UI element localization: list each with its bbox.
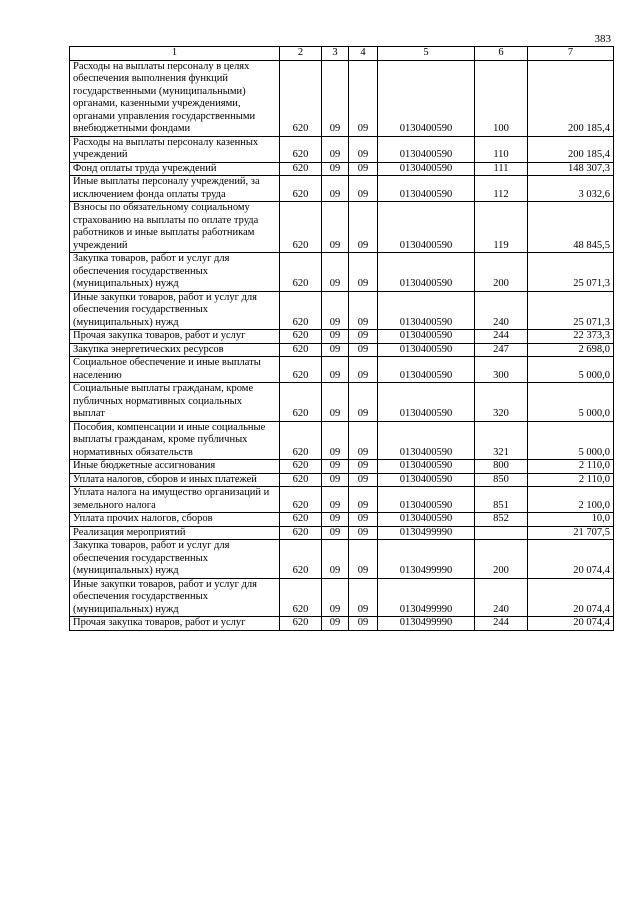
cell-subsection: 09	[349, 473, 378, 487]
table-row	[70, 617, 614, 631]
cell-sum: 48 845,5	[528, 202, 614, 253]
cell-name: Социальное обеспечение и иные выплаты населению	[70, 357, 280, 383]
cell-sum: 2 698,0	[528, 343, 614, 357]
table-body	[70, 60, 614, 630]
cell-name: Прочая закупка товаров, работ и услуг	[70, 617, 280, 631]
cell-name: Иные выплаты персоналу учреждений, за исключением фонда оплаты труда	[70, 176, 280, 202]
cell-section: 09	[322, 460, 349, 474]
cell-subsection: 09	[349, 343, 378, 357]
cell-grbs: 620	[280, 578, 322, 617]
cell-target-article: 0130400590	[378, 202, 475, 253]
cell-expense-type: 852	[475, 513, 528, 527]
cell-sum: 5 000,0	[528, 383, 614, 422]
cell-sum: 21 707,5	[528, 526, 614, 540]
cell-section: 09	[322, 136, 349, 162]
cell-target-article: 0130499990	[378, 526, 475, 540]
cell-target-article: 0130499990	[378, 540, 475, 579]
cell-grbs: 620	[280, 513, 322, 527]
cell-expense-type: 240	[475, 578, 528, 617]
cell-sum: 25 071,3	[528, 253, 614, 292]
cell-grbs: 620	[280, 540, 322, 579]
cell-target-article: 0130400590	[378, 357, 475, 383]
table-row	[70, 578, 614, 617]
cell-sum: 25 071,3	[528, 291, 614, 330]
cell-subsection: 09	[349, 162, 378, 176]
cell-grbs: 620	[280, 526, 322, 540]
cell-section: 09	[322, 176, 349, 202]
cell-name: Прочая закупка товаров, работ и услуг	[70, 330, 280, 344]
cell-target-article: 0130499990	[378, 617, 475, 631]
table-row	[70, 540, 614, 579]
cell-sum: 10,0	[528, 513, 614, 527]
cell-sum: 3 032,6	[528, 176, 614, 202]
cell-sum: 20 074,4	[528, 578, 614, 617]
table-row	[70, 253, 614, 292]
cell-section: 09	[322, 473, 349, 487]
cell-target-article: 0130400590	[378, 60, 475, 136]
cell-expense-type: 850	[475, 473, 528, 487]
cell-subsection: 09	[349, 578, 378, 617]
cell-name: Фонд оплаты труда учреждений	[70, 162, 280, 176]
table-row	[70, 357, 614, 383]
cell-sum: 2 100,0	[528, 487, 614, 513]
cell-target-article: 0130400590	[378, 383, 475, 422]
cell-subsection: 09	[349, 357, 378, 383]
cell-sum: 148 307,3	[528, 162, 614, 176]
table-row	[70, 291, 614, 330]
cell-name: Взносы по обязательному социальному страхованию на выплаты по оплате труда работников и иные выплаты работникам учреждений	[70, 202, 280, 253]
cell-target-article: 0130400590	[378, 330, 475, 344]
budget-table	[69, 46, 614, 631]
cell-section: 09	[322, 578, 349, 617]
cell-expense-type: 200	[475, 253, 528, 292]
table-row	[70, 460, 614, 474]
cell-sum: 20 074,4	[528, 540, 614, 579]
page-number: 383	[594, 33, 611, 45]
cell-grbs: 620	[280, 383, 322, 422]
cell-name: Уплата налога на имущество организаций и земельного налога	[70, 487, 280, 513]
cell-expense-type: 244	[475, 617, 528, 631]
cell-grbs: 620	[280, 202, 322, 253]
cell-subsection: 09	[349, 421, 378, 460]
cell-expense-type: 100	[475, 60, 528, 136]
table-row	[70, 526, 614, 540]
col-header-target-article: 5	[378, 47, 475, 61]
table-row	[70, 202, 614, 253]
cell-name: Закупка товаров, работ и услуг для обеспечения государственных (муниципальных) нужд	[70, 540, 280, 579]
cell-section: 09	[322, 343, 349, 357]
cell-subsection: 09	[349, 487, 378, 513]
cell-section: 09	[322, 617, 349, 631]
table-row	[70, 487, 614, 513]
cell-section: 09	[322, 526, 349, 540]
cell-section: 09	[322, 421, 349, 460]
col-header-section: 3	[322, 47, 349, 61]
cell-name: Закупка энергетических ресурсов	[70, 343, 280, 357]
cell-name: Реализация мероприятий	[70, 526, 280, 540]
cell-sum: 22 373,3	[528, 330, 614, 344]
cell-expense-type	[475, 526, 528, 540]
cell-name: Расходы на выплаты персоналу в целях обеспечения выполнения функций государственными (муниципальными) органами, казенными учреждениями, органами управления государственными внебюджетными фондами	[70, 60, 280, 136]
cell-name: Закупка товаров, работ и услуг для обеспечения государственных (муниципальных) нужд	[70, 253, 280, 292]
cell-expense-type: 240	[475, 291, 528, 330]
col-header-subsection: 4	[349, 47, 378, 61]
cell-section: 09	[322, 487, 349, 513]
cell-target-article: 0130400590	[378, 176, 475, 202]
cell-expense-type: 800	[475, 460, 528, 474]
cell-section: 09	[322, 162, 349, 176]
cell-grbs: 620	[280, 60, 322, 136]
cell-name: Социальные выплаты гражданам, кроме публичных нормативных социальных выплат	[70, 383, 280, 422]
col-header-sum: 7	[528, 47, 614, 61]
table-row	[70, 421, 614, 460]
cell-expense-type: 247	[475, 343, 528, 357]
cell-grbs: 620	[280, 253, 322, 292]
cell-grbs: 620	[280, 330, 322, 344]
cell-target-article: 0130400590	[378, 253, 475, 292]
cell-grbs: 620	[280, 460, 322, 474]
cell-subsection: 09	[349, 202, 378, 253]
cell-grbs: 620	[280, 291, 322, 330]
cell-name: Расходы на выплаты персоналу казенных учреждений	[70, 136, 280, 162]
cell-grbs: 620	[280, 421, 322, 460]
cell-subsection: 09	[349, 460, 378, 474]
cell-name: Иные закупки товаров, работ и услуг для обеспечения государственных (муниципальных) нужд	[70, 291, 280, 330]
cell-grbs: 620	[280, 343, 322, 357]
cell-sum: 200 185,4	[528, 136, 614, 162]
table-row	[70, 383, 614, 422]
table-row	[70, 162, 614, 176]
table-row	[70, 330, 614, 344]
cell-sum: 200 185,4	[528, 60, 614, 136]
cell-subsection: 09	[349, 60, 378, 136]
cell-subsection: 09	[349, 253, 378, 292]
header-row	[70, 47, 614, 61]
cell-expense-type: 200	[475, 540, 528, 579]
cell-subsection: 09	[349, 540, 378, 579]
table-row	[70, 136, 614, 162]
cell-target-article: 0130400590	[378, 513, 475, 527]
cell-target-article: 0130400590	[378, 136, 475, 162]
cell-subsection: 09	[349, 136, 378, 162]
cell-subsection: 09	[349, 330, 378, 344]
cell-section: 09	[322, 202, 349, 253]
col-header-grbs: 2	[280, 47, 322, 61]
cell-expense-type: 320	[475, 383, 528, 422]
cell-section: 09	[322, 253, 349, 292]
cell-target-article: 0130400590	[378, 162, 475, 176]
table-row	[70, 513, 614, 527]
table-row	[70, 60, 614, 136]
cell-section: 09	[322, 383, 349, 422]
cell-grbs: 620	[280, 162, 322, 176]
table-row	[70, 473, 614, 487]
cell-target-article: 0130400590	[378, 343, 475, 357]
cell-section: 09	[322, 513, 349, 527]
cell-target-article: 0130400590	[378, 473, 475, 487]
cell-grbs: 620	[280, 473, 322, 487]
cell-sum: 5 000,0	[528, 357, 614, 383]
cell-section: 09	[322, 60, 349, 136]
cell-target-article: 0130400590	[378, 421, 475, 460]
cell-grbs: 620	[280, 136, 322, 162]
cell-section: 09	[322, 357, 349, 383]
cell-expense-type: 119	[475, 202, 528, 253]
cell-name: Уплата прочих налогов, сборов	[70, 513, 280, 527]
cell-expense-type: 112	[475, 176, 528, 202]
cell-target-article: 0130400590	[378, 487, 475, 513]
cell-subsection: 09	[349, 176, 378, 202]
cell-target-article: 0130400590	[378, 460, 475, 474]
cell-grbs: 620	[280, 357, 322, 383]
cell-grbs: 620	[280, 176, 322, 202]
cell-expense-type: 321	[475, 421, 528, 460]
cell-name: Иные бюджетные ассигнования	[70, 460, 280, 474]
cell-subsection: 09	[349, 513, 378, 527]
col-header-expense-type: 6	[475, 47, 528, 61]
col-header-name: 1	[70, 47, 280, 61]
cell-sum: 5 000,0	[528, 421, 614, 460]
cell-expense-type: 111	[475, 162, 528, 176]
cell-name: Иные закупки товаров, работ и услуг для обеспечения государственных (муниципальных) нужд	[70, 578, 280, 617]
cell-sum: 2 110,0	[528, 473, 614, 487]
cell-sum: 2 110,0	[528, 460, 614, 474]
cell-subsection: 09	[349, 291, 378, 330]
cell-expense-type: 244	[475, 330, 528, 344]
cell-expense-type: 851	[475, 487, 528, 513]
cell-expense-type: 300	[475, 357, 528, 383]
cell-grbs: 620	[280, 487, 322, 513]
cell-sum: 20 074,4	[528, 617, 614, 631]
cell-target-article: 0130400590	[378, 291, 475, 330]
cell-grbs: 620	[280, 617, 322, 631]
cell-subsection: 09	[349, 617, 378, 631]
cell-section: 09	[322, 330, 349, 344]
table-row	[70, 343, 614, 357]
cell-subsection: 09	[349, 383, 378, 422]
table-row	[70, 176, 614, 202]
cell-target-article: 0130499990	[378, 578, 475, 617]
cell-subsection: 09	[349, 526, 378, 540]
cell-section: 09	[322, 291, 349, 330]
cell-expense-type: 110	[475, 136, 528, 162]
cell-section: 09	[322, 540, 349, 579]
cell-name: Пособия, компенсации и иные социальные выплаты гражданам, кроме публичных нормативных обязательств	[70, 421, 280, 460]
cell-name: Уплата налогов, сборов и иных платежей	[70, 473, 280, 487]
